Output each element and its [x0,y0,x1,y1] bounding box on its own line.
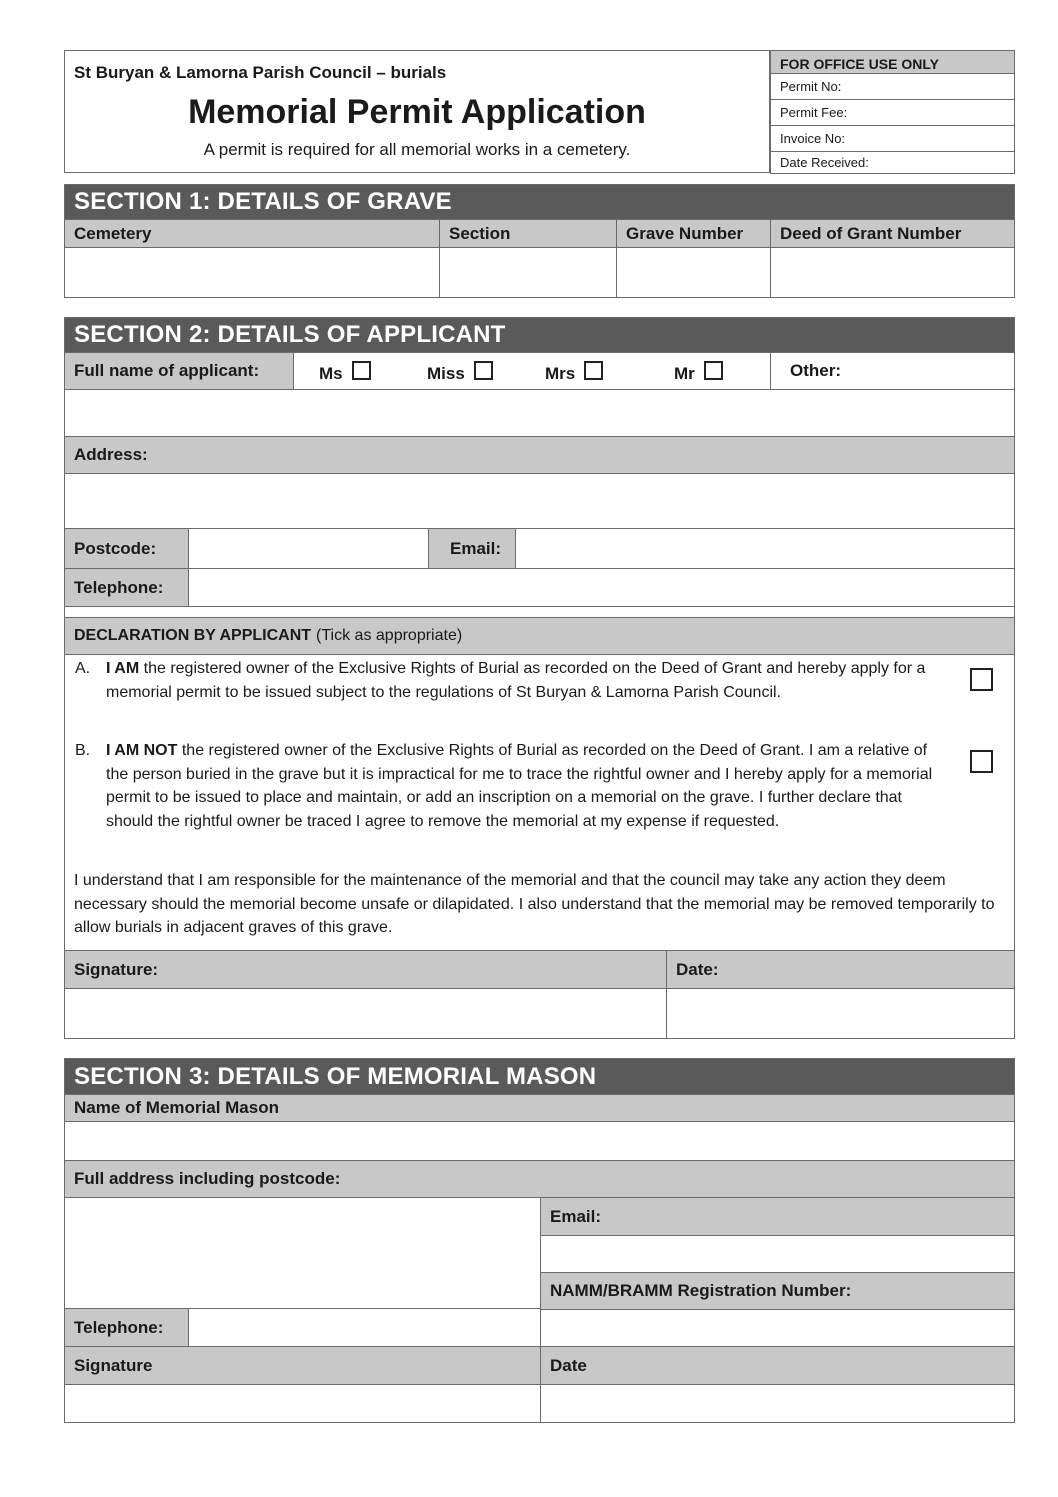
mason-registration-label: NAMM/BRAMM Registration Number: [550,1281,852,1300]
deed-of-grant-field[interactable] [770,247,1015,298]
applicant-date-label-cell [666,950,1015,989]
section2-heading [64,317,1015,353]
section1-title: SECTION 1: DETAILS OF GRAVE [74,188,452,215]
mason-date-field[interactable] [540,1384,1015,1423]
declaration-heading: DECLARATION BY APPLICANT [74,627,312,644]
office-use-heading-text: FOR OFFICE USE ONLY [780,56,939,72]
email-label: Email: [450,538,502,558]
col-label: Section [449,223,511,243]
email-label-cell [428,528,516,569]
mason-telephone-label-cell [64,1308,189,1347]
col-section-header [439,219,617,248]
signature-label: Signature: [74,959,159,979]
title-option-mrs[interactable] [536,360,603,388]
checkbox-icon[interactable] [352,361,371,380]
mason-date-label: Date [550,1355,587,1375]
option-b-bold: I AM NOT [106,742,178,759]
mason-registration-field[interactable] [540,1309,1015,1347]
title-label: Miss [427,364,465,383]
title-option-ms[interactable] [310,360,371,388]
date-label: Date: [676,959,719,979]
col-deed-header [770,219,1015,248]
mason-signature-label: Signature [74,1355,153,1375]
option-b-text [106,739,951,833]
office-field-permit-fee[interactable] [770,99,1015,126]
other-label: Other: [790,361,841,380]
checkbox-icon[interactable] [584,361,603,380]
checkbox-icon[interactable] [704,361,723,380]
org-name: St Buryan & Lamorna Parish Council – burials [74,63,447,82]
col-label: Deed of Grant Number [780,223,962,243]
option-b-body: the registered owner of the Exclusive Rights of Burial as recorded on the Deed of Grant. I am a relative of the person buried in the grave but it is impractical for me to trace the rightful owner and I hereby apply for a memorial permit to be issued to place and maintain, or add an inscription on a memorial on the grave. I further declare that should the rightful owner be traced I agree to remove the memorial at my expense if requested. [106,742,933,830]
office-field-label: Permit Fee: [780,105,848,120]
checkbox-icon[interactable] [474,361,493,380]
grave-number-field[interactable] [616,247,771,298]
option-a-text [106,657,951,704]
postcode-field[interactable] [188,528,429,569]
other-title-field[interactable] [770,352,1015,390]
address-label: Address: [74,445,148,464]
office-field-invoice-no[interactable] [770,125,1015,152]
mason-email-label-cell [540,1197,1015,1236]
email-field[interactable] [515,528,1015,569]
cemetery-field[interactable] [64,247,440,298]
office-field-label: Date Received: [780,155,869,170]
understand-text: I understand that I am responsible for the maintenance of the memorial and that the council may take any action they deem necessary should the memorial become unsafe or dilapidated. I also understand that the memorial may be removed temporarily to allow burials in adjacent graves of this grave. [74,872,995,936]
address-field[interactable] [64,473,1015,529]
title-option-miss[interactable] [418,360,493,388]
checkbox-icon[interactable] [970,750,993,773]
title-label: Mrs [545,364,576,383]
full-name-field[interactable] [64,389,1015,437]
mason-name-label-row [64,1094,1015,1122]
postcode-label-cell [64,528,189,569]
option-b-letter: B. [75,742,91,759]
page-title: Memorial Permit Application [188,93,646,131]
section1-heading [64,184,1015,220]
col-grave-number-header [616,219,771,248]
office-use-heading [770,50,1015,74]
applicant-date-field[interactable] [666,988,1015,1039]
telephone-field[interactable] [188,568,1015,607]
mason-name-field[interactable] [64,1121,1015,1161]
title-label: Mr [674,364,695,383]
full-name-label-cell [64,352,294,390]
postcode-label: Postcode: [74,538,157,558]
col-label: Grave Number [626,223,744,243]
col-label: Cemetery [74,223,152,243]
applicant-signature-label-cell [64,950,667,989]
section3-heading [64,1058,1015,1095]
office-field-date-received[interactable] [770,151,1015,174]
mason-telephone-field[interactable] [188,1308,541,1347]
option-a-letter: A. [75,660,91,677]
declaration-heading-row [64,617,1015,655]
mason-address-field[interactable] [64,1197,541,1309]
title-label: Ms [319,364,343,383]
mason-address-label-row [64,1160,1015,1198]
telephone-label-cell [64,568,189,607]
applicant-signature-field[interactable] [64,988,667,1039]
option-a-bold: I AM [106,660,140,677]
mason-email-label: Email: [550,1206,602,1226]
mason-signature-field[interactable] [64,1384,541,1423]
mason-name-label: Name of Memorial Mason [74,1098,279,1117]
option-a-body: the registered owner of the Exclusive Rights of Burial as recorded on the Deed of Grant and hereby apply for a memorial permit to be issued subject to the regulations of St Buryan & Lamorna Parish Council. [106,660,926,701]
telephone-label: Telephone: [74,577,164,597]
mason-registration-label-cell [540,1272,1015,1310]
office-field-label: Invoice No: [780,131,846,146]
office-field-permit-no[interactable] [770,73,1015,100]
section-field[interactable] [439,247,617,298]
mason-email-field[interactable] [540,1235,1015,1273]
checkbox-icon[interactable] [970,668,993,691]
mason-date-label-cell [540,1346,1015,1385]
section3-title: SECTION 3: DETAILS OF MEMORIAL MASON [74,1062,597,1090]
address-label-row [64,436,1015,474]
office-field-label: Permit No: [780,79,842,94]
mason-telephone-label: Telephone: [74,1317,164,1337]
mason-signature-label-cell [64,1346,541,1385]
page-subtitle: A permit is required for all memorial works in a cemetery. [203,140,631,159]
declaration-note: (Tick as appropriate) [316,627,463,644]
section2-title: SECTION 2: DETAILS OF APPLICANT [74,321,506,348]
title-option-mr[interactable] [665,360,723,388]
col-cemetery-header [64,219,440,248]
mason-address-label: Full address including postcode: [74,1169,341,1188]
full-name-label: Full name of applicant: [74,361,260,380]
